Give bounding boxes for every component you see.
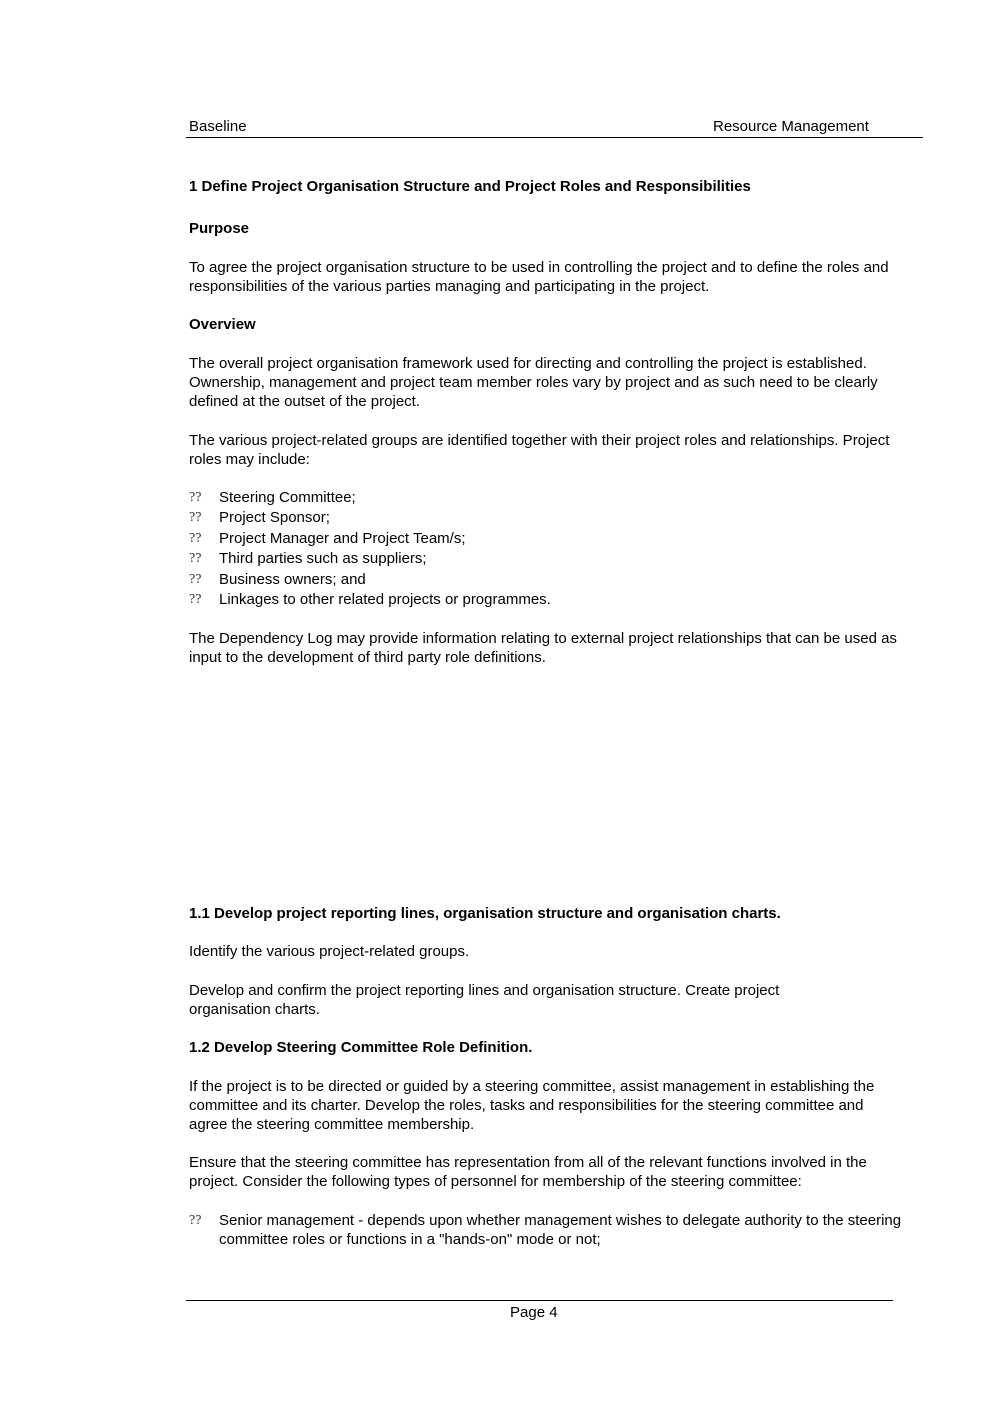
bullet-icon: ?? <box>189 551 202 567</box>
overview-paragraph-2: The various project-related groups are identified together with their project roles and relationships. Project roles may include: <box>189 432 890 468</box>
purpose-text: To agree the project organisation structure to be used in controlling the project and to define the roles and responsibilities of the various parties managing and participating in the project. <box>189 259 889 295</box>
overview-heading: Overview <box>189 316 256 333</box>
subsection-1-2-paragraph-2: Ensure that the steering committee has representation from all of the relevant functions involved in the project. Consider the following types of personnel for membership of the steering committee: <box>189 1154 867 1190</box>
overview-paragraph-3: The Dependency Log may provide information relating to external project relationships that can be used as input to the development of third party role definitions. <box>189 630 897 666</box>
subsection-1-1-paragraph-2: Develop and confirm the project reporting lines and organisation structure. Create project organisation charts. <box>189 982 780 1018</box>
subsection-1-1-title: 1.1 Develop project reporting lines, organisation structure and organisation charts. <box>189 905 781 922</box>
list-item: ?? Project Sponsor; <box>189 508 909 528</box>
bullet-icon: ?? <box>189 530 202 546</box>
list-item: ?? Business owners; and <box>189 570 909 590</box>
list-item: ?? Linkages to other related projects or programmes. <box>189 590 909 610</box>
header-right: Resource Management <box>713 118 869 135</box>
bullet-icon: ?? <box>189 1213 202 1228</box>
header-left: Baseline <box>189 118 247 135</box>
bullet-icon: ?? <box>189 571 202 587</box>
steering-committee-members-list <box>189 1211 904 1249</box>
list-item: ?? Steering Committee; <box>189 488 909 508</box>
bullet-icon: ?? <box>189 490 202 505</box>
subsection-1-2-title: 1.2 Develop Steering Committee Role Definition. <box>189 1039 533 1056</box>
section-title: 1 Define Project Organisation Structure and Project Roles and Responsibilities <box>189 178 751 195</box>
list-item: ?? Third parties such as suppliers; <box>189 549 909 569</box>
footer-rule <box>186 1300 893 1301</box>
page-number: Page 4 <box>510 1304 558 1321</box>
list-item: ?? Project Manager and Project Team/s; <box>189 529 909 549</box>
subsection-1-2-paragraph-1: If the project is to be directed or guided by a steering committee, assist management in establishing the committee and its charter. Develop the roles, tasks and responsibilities for the steering committee and agree the steering committee membership. <box>189 1078 875 1133</box>
purpose-heading: Purpose <box>189 220 250 237</box>
project-roles-list <box>189 488 909 610</box>
list-item: ?? Senior management - depends upon whether management wishes to delegate authority to the steering committee roles or functions in a "hands-on" mode or not; <box>189 1212 902 1248</box>
bullet-icon: ?? <box>189 510 202 526</box>
subsection-1-1-paragraph-1: Identify the various project-related groups. <box>189 943 470 960</box>
header-rule <box>186 137 923 138</box>
overview-paragraph-1: The overall project organisation framework used for directing and controlling the project is established. Ownership, management and project team member roles vary by project and as such need to be clearly defined at the outset of the project. <box>189 355 878 410</box>
bullet-icon: ?? <box>189 592 202 608</box>
